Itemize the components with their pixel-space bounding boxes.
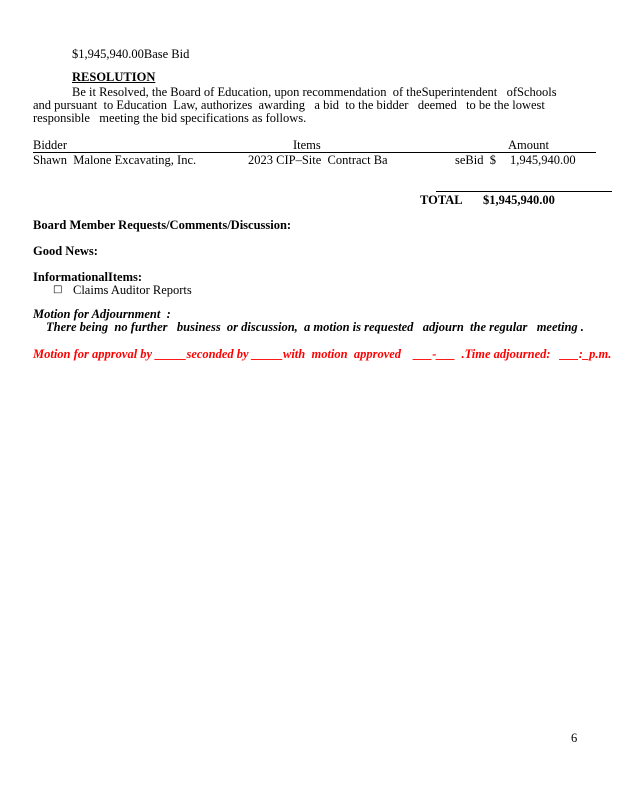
- adjournment-heading: Motion for Adjournment :: [33, 307, 171, 321]
- bid-table-cell-items: 2023 CIP–Site Contract Ba: [248, 153, 388, 167]
- heading-informational-items: InformationalItems:: [33, 270, 143, 284]
- page-number: 6: [571, 731, 578, 745]
- resolution-paragraph-line: responsible meeting the bid specifications as follows.: [33, 111, 307, 125]
- bid-table-cell-bidder: Shawn Malone Excavating, Inc.: [33, 153, 197, 167]
- resolution-paragraph-line: Be it Resolved, the Board of Education, upon recommendation of theSuperintendent ofSchools: [72, 85, 557, 99]
- bullet-box-glyph: □: [53, 284, 63, 295]
- heading-board-member-requests: Board Member Requests/Comments/Discussion:: [33, 218, 292, 232]
- resolution-heading: RESOLUTION: [72, 70, 156, 84]
- total-value: $1,945,940.00: [483, 193, 555, 207]
- approval-fill-in-line: Motion for approval by _____seconded by _____with motion approved ___-___ .Time adjourned: ___:_p.m.: [33, 347, 612, 361]
- base-bid-line: $1,945,940.00Base Bid: [72, 47, 190, 61]
- resolution-paragraph-line: and pursuant to Education Law, authorizes awarding a bid to the bidder deemed to be the lowest: [33, 98, 545, 112]
- bid-table-header-amount: Amount: [508, 138, 549, 152]
- heading-good-news: Good News:: [33, 244, 98, 258]
- total-rule: [436, 191, 612, 192]
- bid-table-cell-amount-value: 1,945,940.00: [510, 153, 576, 167]
- bid-table-cell-amount-prefix: seBid $: [455, 153, 496, 167]
- bid-table-header-bidder: Bidder: [33, 138, 68, 152]
- total-label: TOTAL: [420, 193, 463, 207]
- adjournment-body: There being no further business or discussion, a motion is requested adjourn the regular meeting .: [46, 320, 584, 334]
- bullet-item-claims-auditor: Claims Auditor Reports: [73, 283, 192, 297]
- bid-table-header-items: Items: [293, 138, 321, 152]
